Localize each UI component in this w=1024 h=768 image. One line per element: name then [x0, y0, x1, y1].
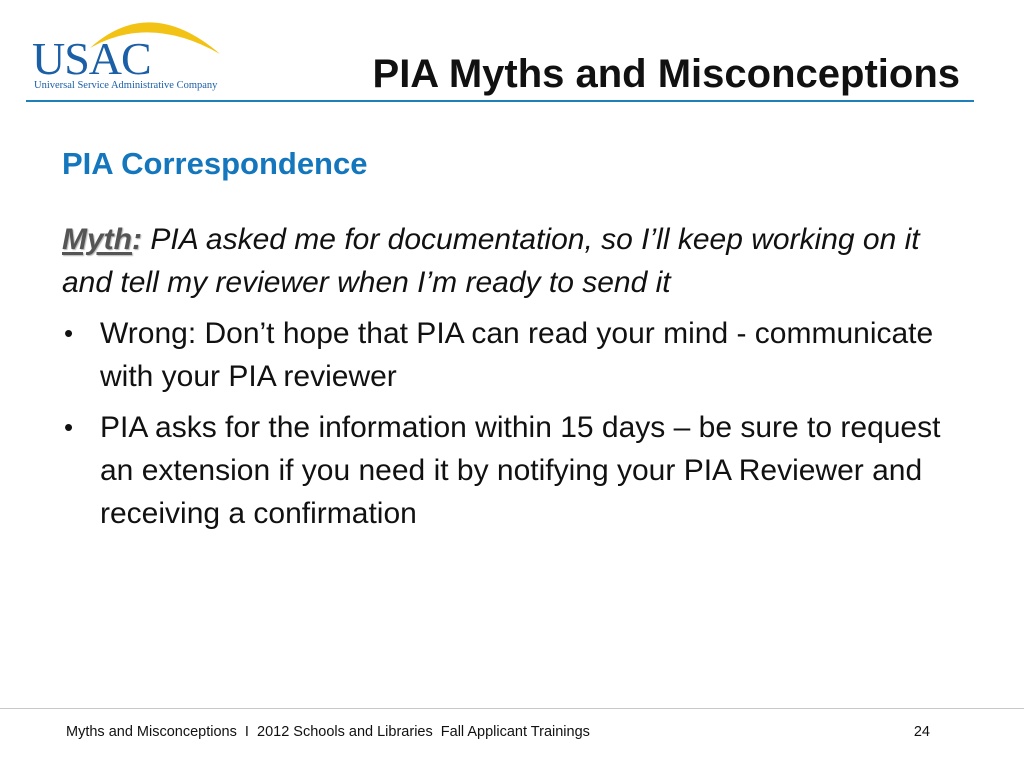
- page-title: PIA Myths and Misconceptions: [372, 52, 960, 96]
- footer-divider: [0, 708, 1024, 709]
- footer-text: Myths and Misconceptions I 2012 Schools and Libraries Fall Applicant Trainings: [66, 724, 590, 740]
- slide-body: [62, 218, 942, 543]
- logo-wordmark: USAC: [32, 33, 151, 84]
- list-item: [62, 312, 942, 398]
- myth-statement: [62, 218, 942, 304]
- page-number: 24: [913, 724, 930, 740]
- myth-colon: :: [132, 223, 142, 256]
- myth-label: Myth: [62, 223, 132, 256]
- bullet-list: [62, 312, 942, 535]
- logo-tagline: Universal Service Administrative Company: [34, 80, 218, 91]
- bullet-icon: •: [64, 412, 74, 442]
- section-heading: PIA Correspondence: [62, 146, 368, 181]
- bullet-text: Wrong: Don’t hope that PIA can read your mind - communicate with your PIA reviewer: [100, 317, 934, 393]
- myth-text: PIA asked me for documentation, so I’ll keep working on it and tell my reviewer when I’m ready to send it: [62, 223, 920, 299]
- title-divider: [26, 100, 974, 102]
- bullet-text: PIA asks for the information within 15 days – be sure to request an extension if you need it by notifying your PIA Reviewer and receiving a confirmation: [100, 411, 941, 530]
- usac-logo: [30, 12, 230, 92]
- list-item: [62, 406, 942, 535]
- bullet-icon: •: [64, 318, 74, 348]
